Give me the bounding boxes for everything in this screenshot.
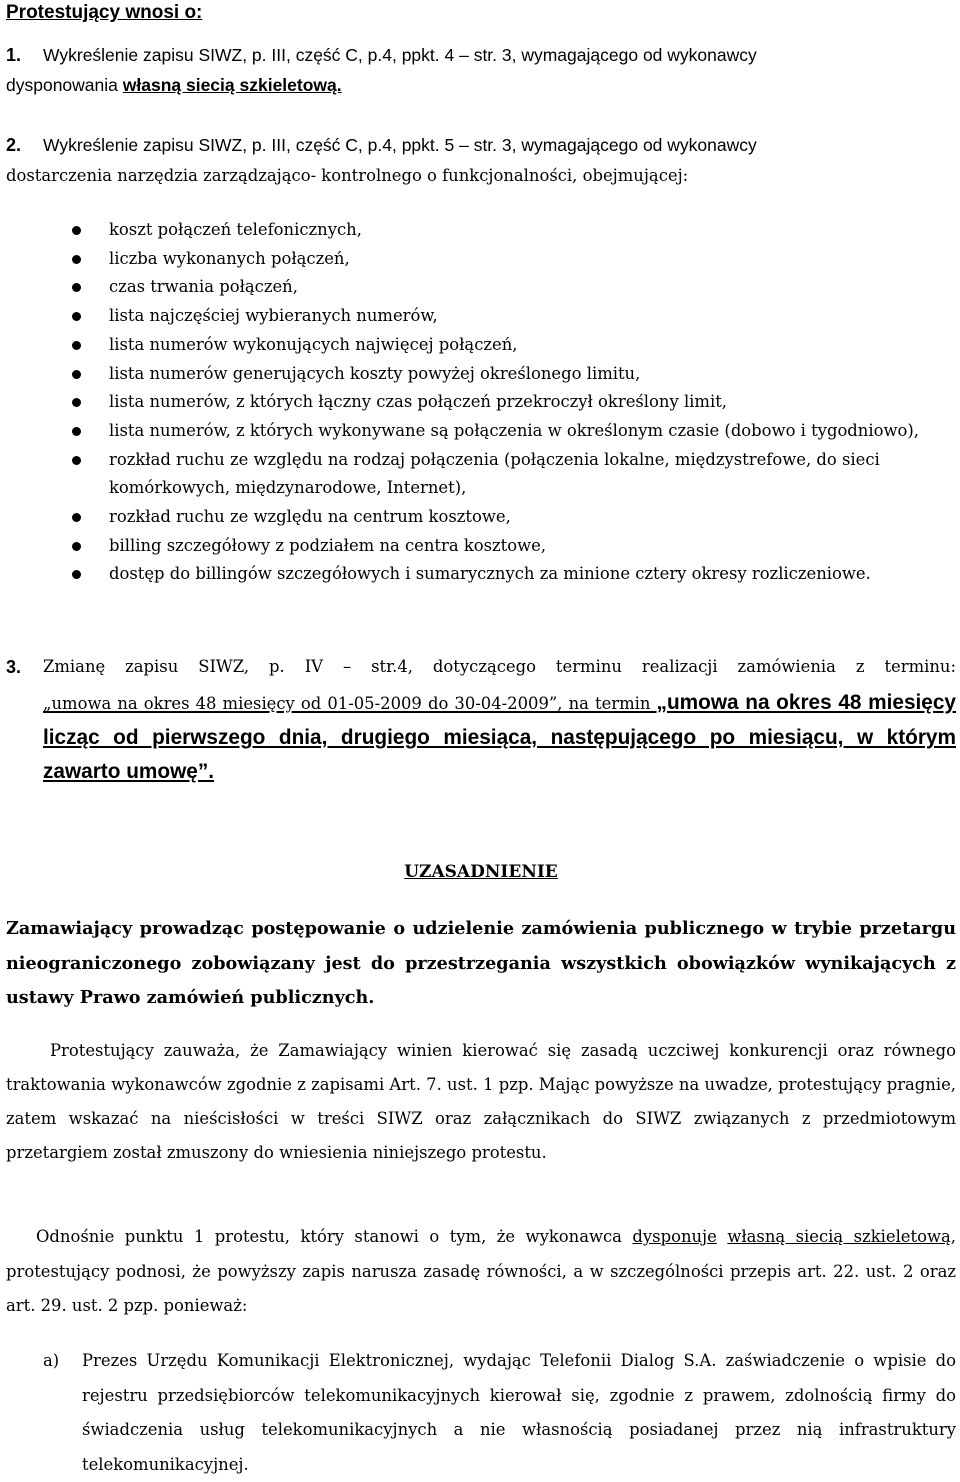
bullet-icon — [72, 312, 81, 321]
bullet-icon — [72, 370, 81, 379]
bullet-icon — [72, 226, 81, 235]
request-item-1 — [6, 40, 956, 100]
item-number: 1. — [6, 45, 22, 65]
proposed-term-text: „umowa na okres 48 miesięcy licząc od pierwszego dnia, drugiego miesiąca, następującego po miesiącu, w którym zawarto umowę”. — [43, 691, 956, 783]
item-number: 2. — [6, 135, 22, 155]
list-item: rozkład ruchu ze względu na centrum kosztowe, — [6, 503, 956, 532]
request-item-3 — [6, 652, 956, 682]
section-title: UZASADNIENIE — [404, 862, 558, 882]
list-item: lista najczęściej wybieranych numerów, — [6, 302, 956, 331]
item-text-continued: dostarczenia narzędzia zarządzająco- kontrolnego o funkcjonalności, obejmującej: — [6, 166, 689, 185]
list-item: rozkład ruchu ze względu na rodzaj połączenia (połączenia lokalne, międzystrefowe, do sieci komórkowych, międzynarodowe, Internet), — [6, 446, 956, 503]
item-number: 3. — [6, 657, 22, 677]
justification-intro: Zamawiający prowadząc postępowanie o udzielenie zamówienia publicznego w trybie przetargu nieograniczonego zobowiązany jest do przestrzegania wszystkich obowiązków wynikających z ustawy Prawo zamówień publicznych. — [6, 918, 956, 1008]
bullet-icon — [72, 427, 81, 436]
list-item: lista numerów wykonujących najwięcej połączeń, — [6, 331, 956, 360]
argument-label: a) — [43, 1351, 60, 1370]
current-term-text: „umowa na okres 48 miesięcy od 01-05-2009 do 30-04-2009”, na termin — [43, 694, 657, 713]
item-text: Wykreślenie zapisu SIWZ, p. III, część C, p.4, ppkt. 4 – str. 3, wymagającego od wykonawcy — [43, 45, 757, 65]
bullet-icon — [72, 341, 81, 350]
proposed-term — [43, 686, 956, 789]
list-item: lista numerów generujących koszty powyżej określonego limitu, — [6, 360, 956, 389]
item-text-continued: dysponowania — [6, 75, 123, 95]
underlined-text: dysponuje — [632, 1227, 717, 1246]
bullet-icon — [72, 398, 81, 407]
emphasis-text: własną siecią szkieletową. — [122, 75, 342, 95]
bullet-icon — [72, 570, 81, 579]
bullet-icon — [72, 513, 81, 522]
underlined-text: własną siecią szkieletową — [727, 1227, 951, 1246]
bullet-icon — [72, 456, 81, 465]
request-item-2 — [6, 130, 956, 191]
list-item: billing szczegółowy z podziałem na centra kosztowe, — [6, 532, 956, 561]
list-item: dostęp do billingów szczegółowych i sumarycznych za minione cztery okresy rozliczeniowe. — [6, 560, 956, 589]
list-item: liczba wykonanych połączeń, — [6, 245, 956, 274]
justification-paragraph-1: Protestujący zauważa, że Zamawiający winien kierować się zasadą uczciwej konkurencji oraz równego traktowania wykonawców zgodnie z zapisami Art. 7. ust. 1 pzp. Mając powyższe na uwadze, protestujący pragnie, zatem wskazać na nieścisłości w treści SIWZ oraz załącznikach do SIWZ związanych z przedmiotowym przetargiem został zmuszony do wniesienia niniejszego protestu. — [6, 1041, 956, 1162]
list-item: lista numerów, z których wykonywane są połączenia w określonym czasie (dobowo i tygodniowo), — [6, 417, 956, 446]
list-item: lista numerów, z których łączny czas połączeń przekroczył określony limit, — [6, 388, 956, 417]
argument-a — [6, 1344, 956, 1482]
justification-paragraph-2: Odnośnie punktu 1 protestu, który stanowi o tym, że wykonawca dysponuje własną siecią szkieletową, protestujący podnosi, że powyższy zapis narusza zasadę równości, a w szczególności przepis art. 22. ust. 2 oraz art. 29. ust. 2 pzp. ponieważ: — [6, 1227, 956, 1315]
bullet-icon — [72, 283, 81, 292]
list-item: czas trwania połączeń, — [6, 273, 956, 302]
functionality-list — [6, 216, 956, 589]
list-item: koszt połączeń telefonicznych, — [6, 216, 956, 245]
document-heading: Protestujący wnosi o: — [6, 2, 203, 23]
argument-text: Prezes Urzędu Komunikacji Elektronicznej, wydając Telefonii Dialog S.A. zaświadczenie o wpisie do rejestru przedsiębiorców telekomunikacyjnych kierował się, zgodnie z prawem, zdolnością firmy do świadczenia usług telekomunikacyjnych a nie własnością posiadanej przez nią infrastruktury telekomunikacyjnej. — [82, 1351, 956, 1474]
item-text: Wykreślenie zapisu SIWZ, p. III, część C, p.4, ppkt. 5 – str. 3, wymagającego od wykonawcy — [43, 135, 757, 155]
bullet-icon — [72, 255, 81, 264]
item-text: Zmianę zapisu SIWZ, p. IV – str.4, dotyczącego terminu realizacji zamówienia z terminu: — [43, 657, 956, 676]
bullet-icon — [72, 542, 81, 551]
